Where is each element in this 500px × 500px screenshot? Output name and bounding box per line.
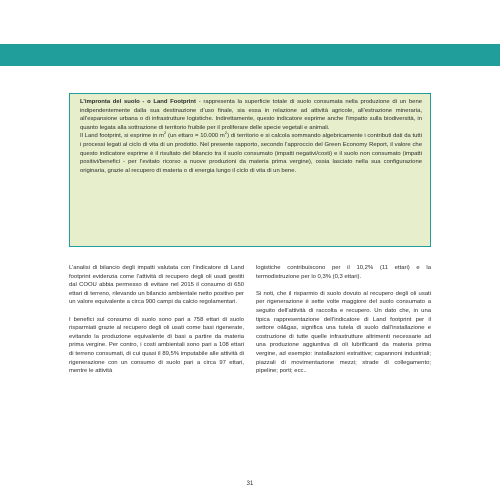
body-paragraph: L’analisi di bilancio degli impatti valutata con l’indicatore di Land footprint evidenzia come l’attività di recupero degli oli usati gestiti dal COOU abbia permesso di evitare nel 2015 il consumo di 650 ettari di terreno, rilevando un bilancio ambientale netto positivo per un valore equivalente a circa 900 campi da calcio regolamentari.	[69, 265, 244, 306]
left-column	[69, 264, 244, 384]
header-band	[0, 44, 500, 66]
body-paragraph: logistiche contribuiscono per il 10,2% (11 ettari) e la termodistruzione per lo 0,3% (0,3 ettari).	[256, 265, 431, 280]
box-title: L’impronta del suolo - o Land Footprint	[80, 99, 196, 105]
body-paragraph: Si noti, che il risparmio di suolo dovuto al recupero degli oli usati per rigenerazione è sette volte maggiore del suolo consumato a seguito dell’attività di raccolta e recupero. Un dato che, in una tipica rappresentazione dell’indicatore di Land footprint per il settore oil&gas, significa una tutela di suolo dall’installazione e costruzione di tutte quelle infrastrutture altrimenti necessarie ad una produzione aggiuntiva di oli lubrificanti da materia prima vergine, ad esempio: installazioni estrattive; capannoni industriali; piazzali di movimentazione mezzi; strade di collegamento; pipeline; porti; ecc..	[256, 290, 431, 375]
right-column	[256, 264, 431, 384]
body-paragraph: I benefici sul consumo di suolo sono pari a 758 ettari di suolo risparmiati grazie al recupero degli oli usati come basi rigenerate, evitando la produzione equivalente di basi a partire da materia prima vergine. Per contro, i costi ambientali sono pari a 108 ettari di terreno consumati, di cui quasi il 89,5% imputabile alle attività di rigenerazione con un consumo di suolo pari a circa 97 ettari, mentre le attività	[69, 316, 244, 375]
box-paragraph-1: L’impronta del suolo - o Land Footprint - rappresenta la superficie totale di suolo consumata nella produzione di un bene indipendentemente dalla sua destinazione d’uso finale, sia essa in relazione ad attività agricole, all’estrazione mineraria, all’espansione urbana o di infrastrutture logistiche. Indirettamente, questo indicatore esprime anche l’impatto sulla biodiversità, in quanto legata alla sottrazione di territorio fruibile per il proliferare delle specie vegetali e animali.	[80, 99, 423, 131]
definition-box	[69, 93, 431, 247]
box-paragraph-2: Il Land footprint, si esprime in $m^2$ (un ettaro = 10.000 $m^2$) di territorio e si calcola sommando algebricamente i contributi dati da tutti i processi legati al ciclo di vita di un prodotto. Nel presente rapporto, secondo l’approccio del Green Economy Report, il valore che questo indicatore esprime è il risultato del bilancio tra il suolo consumato (impatti negativi/costi) e il suolo non consumato (impatti positivi/benefici - per l’evitato ricorso a nuove produzioni da materia prima vergine), ossia lasciato nella sua configurazione originaria, grazie al recupero di materia o di energia lungo il ciclo di vita di un bene.	[80, 130, 422, 174]
page-number: 31	[246, 481, 254, 487]
